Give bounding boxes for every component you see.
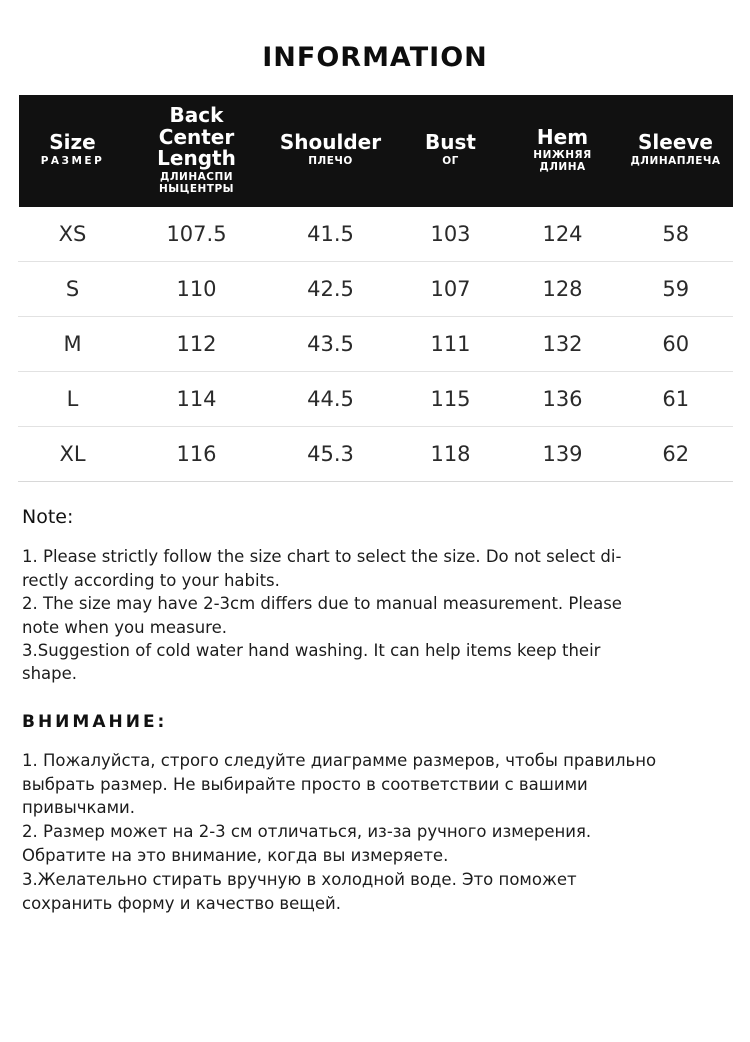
cell-bust: 115 bbox=[395, 372, 507, 427]
attention-line: сохранить форму и качество вещей. bbox=[22, 893, 341, 913]
column-header-size bbox=[19, 95, 127, 207]
size-chart-table bbox=[18, 95, 733, 482]
note-heading: Note: bbox=[22, 506, 74, 529]
cell-bust: 103 bbox=[395, 207, 507, 262]
cell-hem: 124 bbox=[507, 207, 619, 262]
attention-line: Обратите на это внимание, когда вы измеряете. bbox=[22, 845, 449, 865]
table-row bbox=[19, 262, 733, 317]
attention-line: 1. Пожалуйста, строго следуйте диаграмме размеров, чтобы правильно bbox=[22, 750, 657, 770]
column-header-size-en: Size bbox=[49, 130, 96, 155]
cell-bust: 107 bbox=[395, 262, 507, 317]
cell-sleeve: 59 bbox=[619, 262, 733, 317]
column-header-back-center-length bbox=[127, 95, 267, 207]
attention-line: 2. Размер может на 2-3 см отличаться, из-за ручного измерения. bbox=[22, 822, 592, 842]
column-header-shoulder bbox=[267, 95, 395, 207]
cell-bust: 118 bbox=[395, 427, 507, 482]
cell-hem: 132 bbox=[507, 317, 619, 372]
table-row bbox=[19, 372, 733, 427]
note-text bbox=[22, 546, 732, 686]
information-page bbox=[0, 42, 750, 1042]
attention-line: 3.Желательно стирать вручную в холодной воде. Это поможет bbox=[22, 869, 577, 889]
cell-bust: 111 bbox=[395, 317, 507, 372]
cell-hem: 136 bbox=[507, 372, 619, 427]
attention-line: привычками. bbox=[22, 798, 135, 818]
cell-sleeve: 60 bbox=[619, 317, 733, 372]
cell-back-center-length: 107.5 bbox=[127, 207, 267, 262]
cell-size: S bbox=[19, 262, 127, 317]
cell-back-center-length: 116 bbox=[127, 427, 267, 482]
table-row bbox=[19, 427, 733, 482]
cell-hem: 128 bbox=[507, 262, 619, 317]
note-line: rectly according to your habits. bbox=[22, 570, 280, 590]
note-line: 3.Suggestion of cold water hand washing. It can help items keep their bbox=[22, 641, 601, 661]
column-header-hem bbox=[507, 95, 619, 207]
column-header-shoulder-en: Shoulder bbox=[279, 130, 382, 155]
column-header-sleeve-en: Sleeve bbox=[638, 130, 713, 155]
column-header-back-center-length-ru: ДЛИНАСПИ НЫЦЕНТРЫ bbox=[158, 170, 235, 195]
cell-back-center-length: 112 bbox=[127, 317, 267, 372]
column-header-size-ru: РАЗМЕР bbox=[40, 155, 105, 168]
column-header-bust-en: Bust bbox=[425, 130, 476, 155]
attention-text bbox=[22, 750, 732, 915]
column-header-shoulder-ru: ПЛЕЧО bbox=[308, 155, 353, 168]
cell-hem: 139 bbox=[507, 427, 619, 482]
attention-heading: ВНИМАНИЕ: bbox=[22, 711, 168, 732]
cell-shoulder: 45.3 bbox=[267, 427, 395, 482]
column-header-sleeve bbox=[619, 95, 733, 207]
cell-size: XS bbox=[19, 207, 127, 262]
table-header-row bbox=[19, 95, 733, 207]
cell-shoulder: 44.5 bbox=[267, 372, 395, 427]
note-line: note when you measure. bbox=[22, 617, 227, 637]
table-row bbox=[19, 317, 733, 372]
cell-shoulder: 42.5 bbox=[267, 262, 395, 317]
column-header-hem-ru: НИЖНЯЯ ДЛИНА bbox=[533, 149, 592, 173]
cell-shoulder: 43.5 bbox=[267, 317, 395, 372]
column-header-sleeve-ru: ДЛИНАПЛЕЧА bbox=[630, 155, 721, 168]
cell-size: L bbox=[19, 372, 127, 427]
column-header-hem-en: Hem bbox=[536, 124, 589, 149]
table-row bbox=[19, 207, 733, 262]
page-title: INFORMATION bbox=[262, 42, 488, 73]
column-header-back-center-length-en: Back Center Length bbox=[157, 103, 236, 171]
note-line: 1. Please strictly follow the size chart to select the size. Do not select di- bbox=[22, 547, 622, 567]
cell-sleeve: 58 bbox=[619, 207, 733, 262]
attention-line: выбрать размер. Не выбирайте просто в соответствии с вашими bbox=[22, 774, 588, 794]
cell-back-center-length: 114 bbox=[127, 372, 267, 427]
cell-shoulder: 41.5 bbox=[267, 207, 395, 262]
column-header-bust bbox=[395, 95, 507, 207]
cell-size: M bbox=[19, 317, 127, 372]
column-header-bust-ru: ОГ bbox=[442, 155, 459, 168]
note-line: 2. The size may have 2-3cm differs due to manual measurement. Please bbox=[22, 594, 622, 614]
note-line: shape. bbox=[22, 664, 78, 684]
cell-sleeve: 62 bbox=[619, 427, 733, 482]
cell-sleeve: 61 bbox=[619, 372, 733, 427]
cell-back-center-length: 110 bbox=[127, 262, 267, 317]
cell-size: XL bbox=[19, 427, 127, 482]
